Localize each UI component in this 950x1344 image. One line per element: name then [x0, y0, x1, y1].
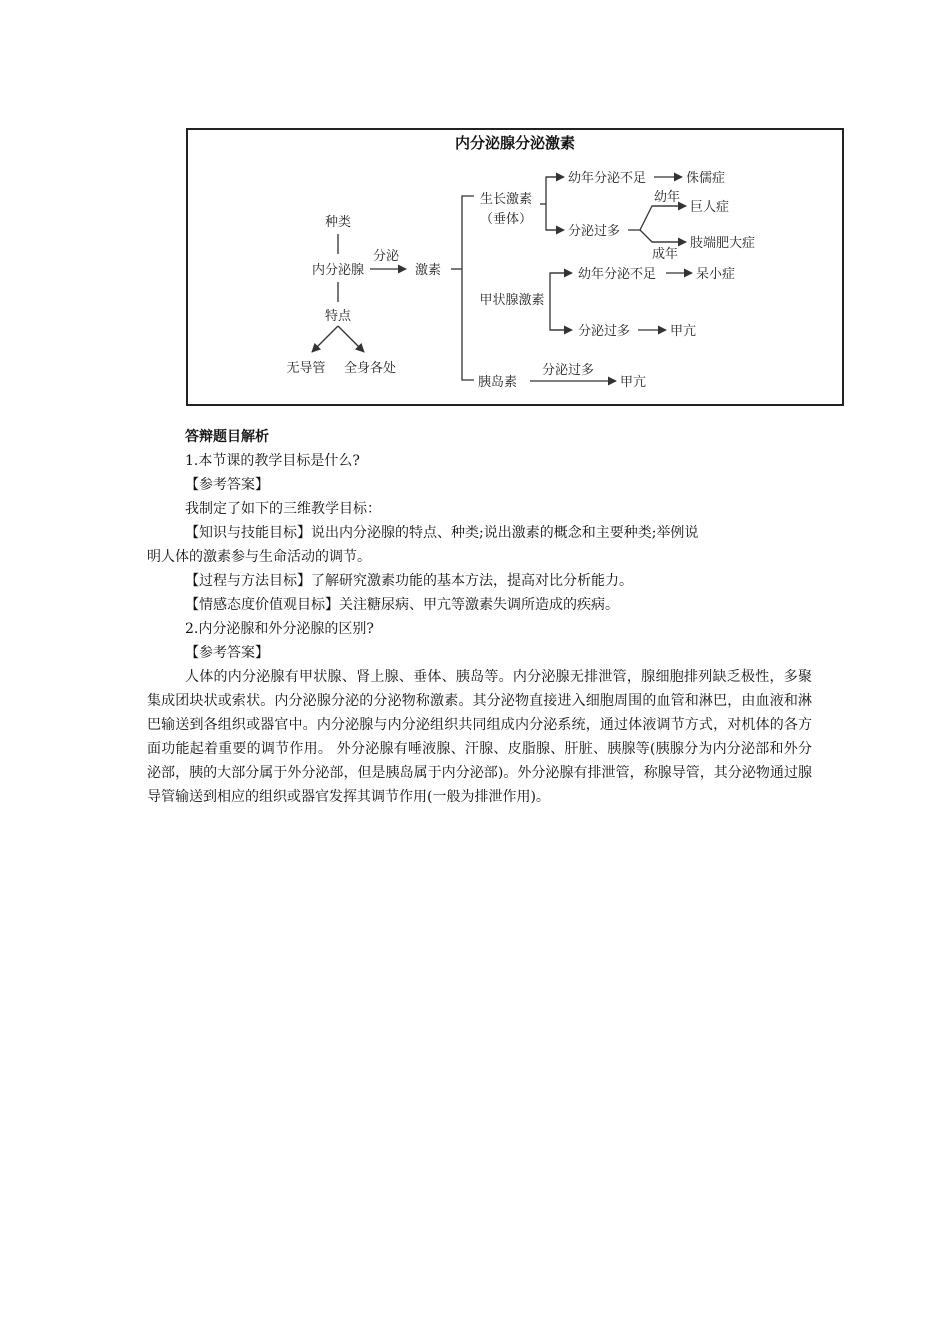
acro-label: 肢端肥大症	[690, 236, 756, 251]
section-heading: 答辩题目解析	[185, 429, 269, 445]
growth-hormone-label: 生长激素	[479, 192, 533, 207]
process-goal: 【过程与方法目标】了解研究激素功能的基本方法，提高对比分析能力。	[185, 573, 633, 589]
diagram-canvas	[188, 130, 842, 404]
goals-intro: 我制定了如下的三维教学目标：	[185, 501, 381, 517]
knowledge-goal-line-1: 【知识与技能目标】说出内分泌腺的特点、种类;说出激素的概念和主要种类;举例说	[185, 525, 699, 541]
thyroid-bracket	[550, 273, 564, 330]
cretin-label: 呆小症	[696, 267, 736, 282]
diagram-title: 内分泌腺分泌激素	[454, 134, 576, 152]
growth-bracket	[546, 177, 560, 230]
insulin-result-label: 甲亢	[620, 375, 647, 390]
growth-young-low-label: 幼年分泌不足	[568, 171, 647, 186]
no-duct-arrow	[312, 326, 338, 352]
insulin-label: 胰岛素	[478, 375, 518, 390]
insulin-too-much-label: 分泌过多	[542, 363, 595, 378]
acro-path	[640, 230, 686, 242]
answer-2-paragraph: 人体的内分泌腺有甲状腺、肾上腺、垂体、胰岛等。内分泌腺无排泄管，腺细胞排列缺乏极性，多聚集成团块状或索状。内分泌腺分泌的分泌物称激素。其分泌物直接进入细胞周围的血管和淋巴，由血液和淋巴输送到各组织或器官中。内分泌腺与内分泌组织共同组成内分泌系统，通过体液调节方式，对机体的各方面功能起着重要的调节作用。 外分泌腺有唾液腺、汗腺、皮脂腺、肝脏、胰腺等(胰腺分为内分泌部和外分泌部，胰的大部分属于外分泌部，但是胰岛属于内分泌部)。外分泌腺有排泄管，称腺导管，其分泌物通过腺导管输送到相应的组织或器官发挥其调节作用(一般为排泄作用)。	[147, 669, 812, 805]
attitude-goal: 【情感态度价值观目标】关注糖尿病、甲亢等激素失调所造成的疾病。	[185, 597, 619, 613]
everywhere-label: 全身各处	[343, 361, 397, 376]
young-label: 幼年	[654, 190, 681, 205]
features-label: 特点	[324, 309, 352, 324]
reference-answer-label-1: 【参考答案】	[185, 477, 269, 493]
secrete-label: 分泌	[372, 249, 400, 264]
main-bracket	[462, 196, 474, 380]
giant-label: 巨人症	[690, 200, 730, 215]
giant-path	[628, 206, 686, 230]
endocrine-diagram	[186, 128, 844, 406]
question-1: 1.本节课的教学目标是什么?	[185, 453, 360, 469]
gland-label: 内分泌腺	[311, 263, 365, 278]
knowledge-goal-line-2: 明人体的激素参与生命活动的调节。	[147, 549, 371, 565]
thyroid-hyper-label: 甲亢	[670, 324, 697, 339]
hormone-label: 激素	[414, 263, 442, 278]
question-2: 2.内分泌腺和外分泌腺的区别?	[185, 621, 374, 637]
kinds-label: 种类	[324, 215, 352, 230]
answer-section	[147, 425, 812, 809]
growth-hormone-source: （垂体）	[479, 212, 533, 227]
thyroid-too-much-label: 分泌过多	[578, 324, 631, 339]
no-duct-label: 无导管	[286, 361, 326, 376]
adult-label: 成年	[652, 247, 679, 262]
reference-answer-label-2: 【参考答案】	[185, 645, 269, 661]
everywhere-arrow	[338, 326, 364, 352]
thyroid-label: 甲状腺激素	[479, 293, 545, 308]
thyroid-young-low-label: 幼年分泌不足	[578, 267, 657, 282]
growth-too-much-label: 分泌过多	[568, 224, 621, 239]
dwarf-label: 侏儒症	[686, 171, 726, 186]
